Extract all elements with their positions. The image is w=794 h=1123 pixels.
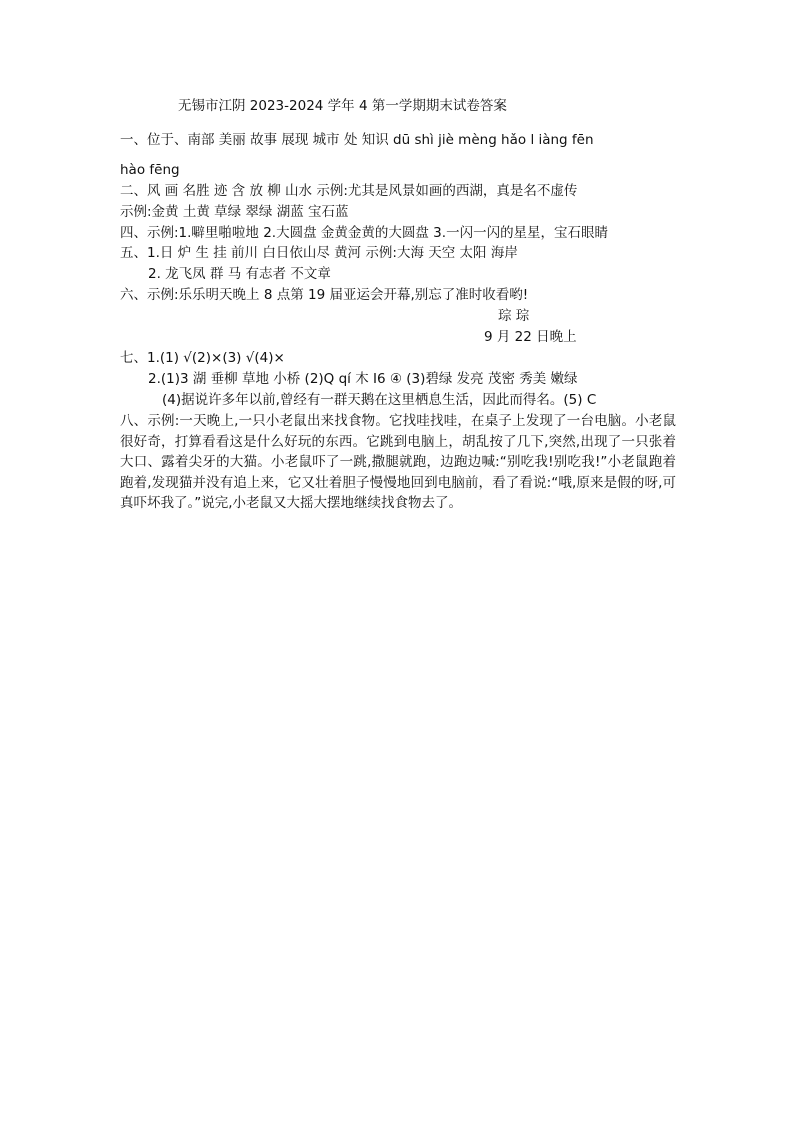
answer-section-6-signature: 琮 琮 bbox=[498, 308, 530, 324]
answer-section-2-line-2: 示例:金黄 土黄 草绿 翠绿 湖蓝 宝石蓝 bbox=[120, 204, 349, 220]
answer-section-1-line-2: hào fēng bbox=[120, 162, 180, 178]
answer-section-5-line-1: 五、1.日 炉 生 挂 前川 白日依山尽 黄河 示例:大海 天空 太阳 海岸 bbox=[120, 245, 518, 261]
answer-section-1-line-1: 一、位于、南部 美丽 故事 展现 城市 处 知识 dū shì jiè mèng hǎo l iàng fēn bbox=[120, 132, 594, 148]
page-title: 无锡市江阴 2023-2024 学年 4 第一学期期末试卷答案 bbox=[178, 98, 507, 114]
answer-section-5-line-2: 2. 龙飞凤 群 马 有志者 不文章 bbox=[148, 266, 331, 282]
answer-section-7-line-3: (4)据说许多年以前,曾经有一群天鹅在这里栖息生活，因此而得名。(5) C bbox=[162, 392, 597, 408]
answer-section-6-date: 9 月 22 日晚上 bbox=[484, 329, 577, 345]
answer-section-8-paragraph: 八、示例:一天晚上,一只小老鼠出来找食物。它找哇找哇，在桌子上发现了一台电脑。小老鼠很好奇，打算看看这是什么好玩的东西。它跳到电脑上，胡乱按了几下,突然,出现了一只张着大口、露着尖牙的大猫。小老鼠吓了一跳,撒腿就跑，边跑边喊:“别吃我!别吃我!”小老鼠跑着跑着,发现猫并没有追上来，它又壮着胆子慢慢地回到电脑前，看了看说:“哦,原来是假的呀,可真吓坏我了。”说完,小老鼠又大摇大摆地继续找食物去了。 bbox=[120, 413, 676, 511]
answer-section-4: 四、示例:1.噼里啪啦地 2.大圆盘 金黄金黄的大圆盘 3.一闪一闪的星星，宝石眼睛 bbox=[120, 225, 609, 241]
answer-section-7-line-2: 2.(1)3 湖 垂柳 草地 小桥 (2)Q qí 木 I6 ④ (3)碧绿 发亮 茂密 秀美 嫩绿 bbox=[148, 371, 578, 387]
answer-section-7-line-1: 七、1.(1) √(2)×(3) √(4)× bbox=[120, 350, 285, 366]
answer-section-2-line-1: 二、风 画 名胜 迹 含 放 柳 山水 示例:尤其是风景如画的西湖，真是名不虚传 bbox=[120, 183, 578, 199]
answer-section-6: 六、示例:乐乐明天晚上 8 点第 19 届亚运会开幕,别忘了准时收看哟! bbox=[120, 287, 529, 303]
